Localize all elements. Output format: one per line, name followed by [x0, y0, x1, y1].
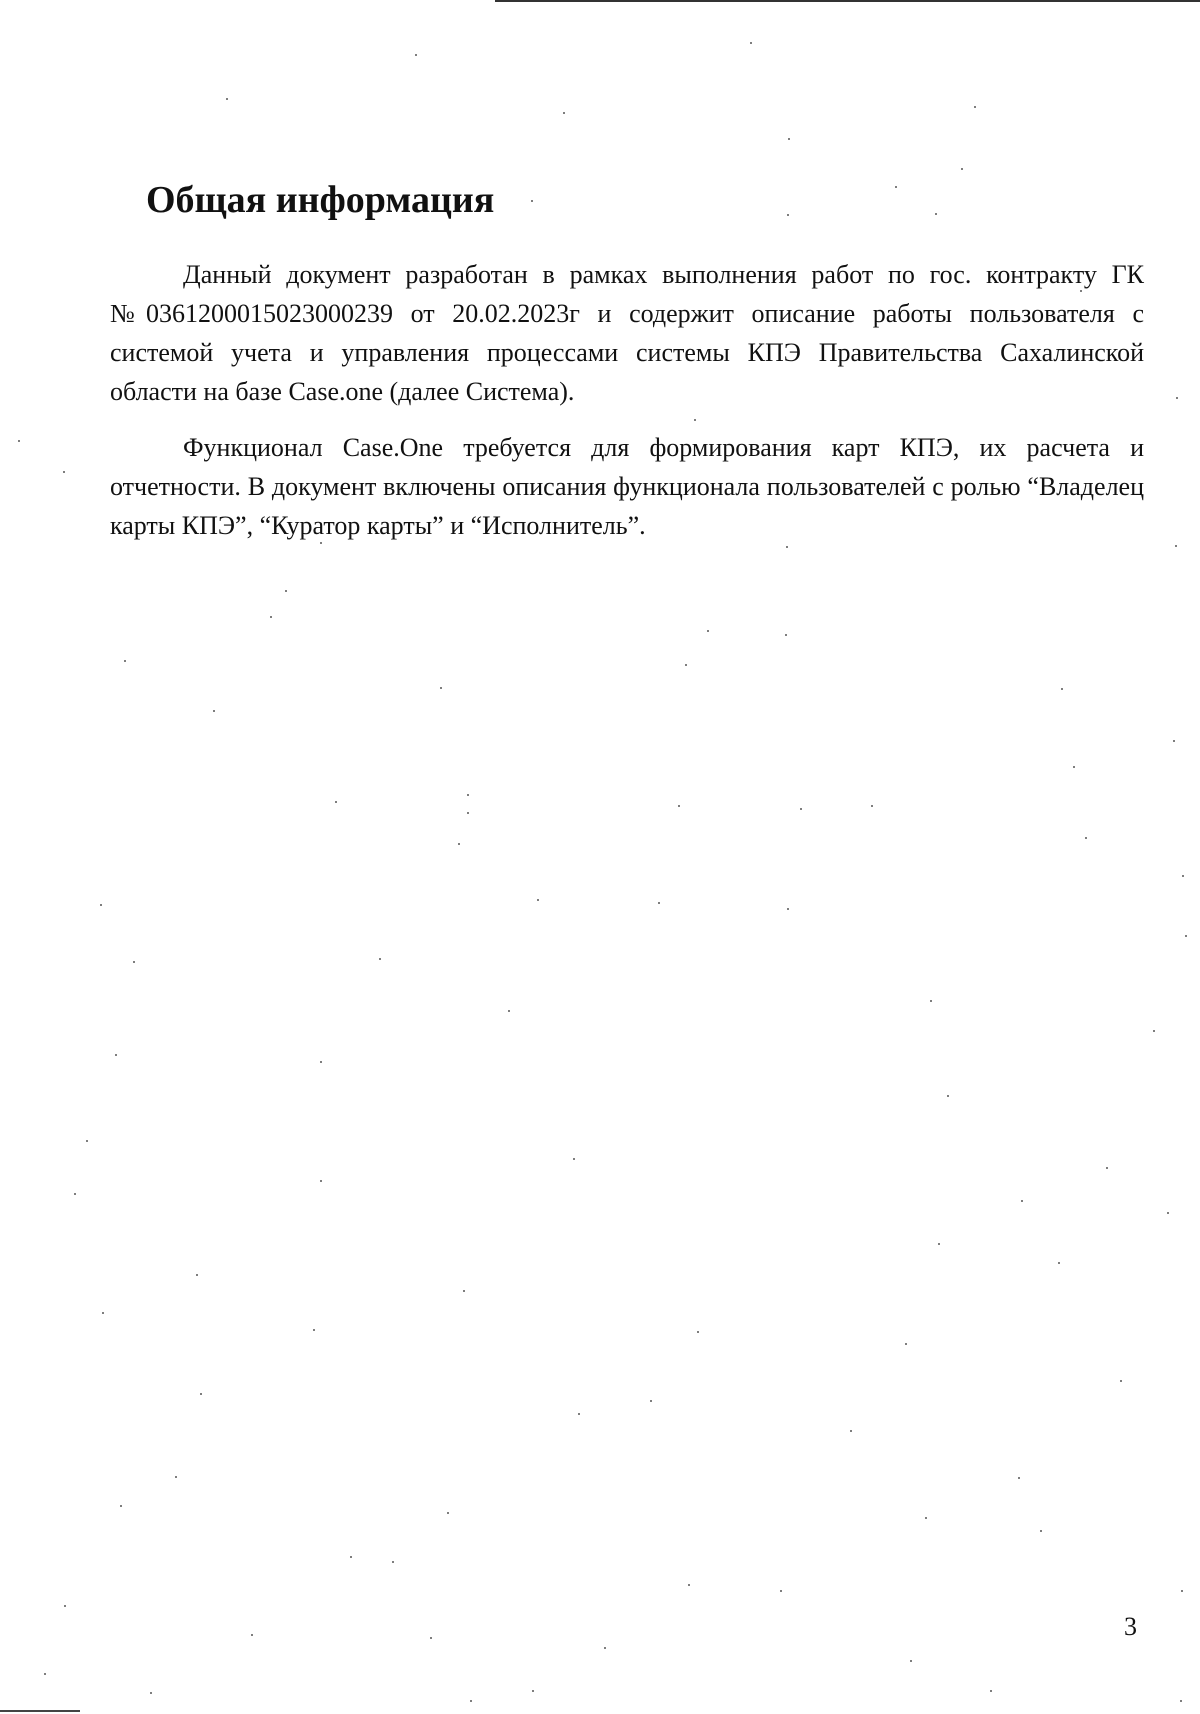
scan-speck [18, 440, 20, 442]
scan-speck [115, 1054, 117, 1056]
scan-speck [658, 902, 660, 904]
scan-speck [1080, 290, 1082, 292]
scan-speck [1167, 1212, 1169, 1214]
scan-speck [871, 805, 873, 807]
scan-speck [604, 1647, 606, 1649]
scan-speck [532, 1690, 534, 1692]
scan-speck [707, 630, 709, 632]
scan-speck [196, 1274, 198, 1276]
scan-speck [938, 1243, 940, 1245]
scan-speck [787, 908, 789, 910]
bottom-border-line [0, 1710, 80, 1712]
scan-speck [44, 1673, 46, 1675]
scan-speck [990, 1690, 992, 1692]
scan-speck [1175, 545, 1177, 547]
scan-speck [463, 1290, 465, 1292]
paragraph-intro: Данный документ разработан в рамках выполнения работ по гос. контракту ГК №0361200015023000239 от 20.02.2023г и содержит описание работы пользователя с системой учета и управления процессами системы КПЭ Правительства Сахалинской области на базе Case.one (далее Система). [110, 260, 1144, 406]
scan-speck [379, 958, 381, 960]
page-number: 3 [1124, 1612, 1137, 1641]
scan-speck [320, 542, 322, 544]
scan-speck [150, 1692, 152, 1694]
scan-speck [697, 1331, 699, 1333]
scan-speck [850, 1430, 852, 1432]
paragraph-functionality: Функционал Case.One требуется для формирования карт КПЭ, их расчета и отчетности. В документ включены описания функционала пользователей с ролью “Владелец карты КПЭ”, “Куратор карты” и “Исполнитель”. [110, 433, 1144, 540]
scan-speck [1018, 1477, 1020, 1479]
scan-speck [947, 1095, 949, 1097]
scan-speck [440, 687, 442, 689]
scan-speck [133, 961, 135, 963]
scan-speck [935, 213, 937, 215]
scan-speck [750, 42, 752, 44]
scan-speck [467, 812, 469, 814]
scan-speck [925, 1517, 927, 1519]
scan-speck [447, 1512, 449, 1514]
scan-speck [910, 1660, 912, 1662]
scan-speck [930, 1000, 932, 1002]
scan-speck [800, 808, 802, 810]
scan-speck [285, 590, 287, 592]
scan-speck [694, 419, 696, 421]
scan-speck [226, 98, 228, 100]
scan-speck [508, 1010, 510, 1012]
scan-speck [1181, 1590, 1183, 1592]
scan-speck [1120, 1380, 1122, 1382]
scan-speck [467, 794, 469, 796]
scan-speck [1182, 875, 1184, 877]
scan-speck [1106, 1167, 1108, 1169]
scan-speck [1061, 688, 1063, 690]
scan-speck [650, 1400, 652, 1402]
scan-speck [415, 54, 417, 56]
section-heading: Общая информация [146, 179, 495, 221]
top-border-line [495, 0, 1200, 2]
scan-speck [785, 634, 787, 636]
scan-speck [1153, 1030, 1155, 1032]
scan-speck [578, 1413, 580, 1415]
scan-speck [787, 214, 789, 216]
scan-speck [64, 1605, 66, 1607]
scan-speck [780, 1590, 782, 1592]
scan-speck [537, 899, 539, 901]
scan-speck [470, 1700, 472, 1702]
scan-speck [1040, 1530, 1042, 1532]
scan-speck [392, 1561, 394, 1563]
scan-speck [678, 805, 680, 807]
scan-speck [786, 546, 788, 548]
scan-speck [1073, 766, 1075, 768]
scan-speck [86, 1140, 88, 1142]
scan-speck [120, 1505, 122, 1507]
scan-speck [251, 1634, 253, 1636]
scan-speck [350, 1556, 352, 1558]
scan-speck [200, 1393, 202, 1395]
scan-speck [320, 1061, 322, 1063]
scan-speck [100, 904, 102, 906]
scan-speck [531, 200, 533, 202]
scan-speck [974, 106, 976, 108]
scan-speck [905, 1343, 907, 1345]
scan-speck [313, 1329, 315, 1331]
scan-speck [430, 1637, 432, 1639]
scan-speck [74, 1193, 76, 1195]
scan-speck [1173, 740, 1175, 742]
scan-speck [788, 138, 790, 140]
scan-speck [175, 1476, 177, 1478]
scan-speck [573, 1158, 575, 1160]
scan-speck [1185, 935, 1187, 937]
scan-speck [1058, 1262, 1060, 1264]
scan-speck [213, 710, 215, 712]
scan-speck [688, 1584, 690, 1586]
scan-speck [124, 660, 126, 662]
scan-speck [961, 168, 963, 170]
scan-speck [320, 1180, 322, 1182]
scan-speck [1180, 1700, 1182, 1702]
scan-speck [1021, 1200, 1023, 1202]
scan-speck [270, 616, 272, 618]
scan-speck [895, 186, 897, 188]
scan-speck [458, 843, 460, 845]
scan-speck [102, 1312, 104, 1314]
scan-speck [685, 664, 687, 666]
scan-speck [563, 112, 565, 114]
scan-speck [335, 801, 337, 803]
scan-speck [1176, 397, 1178, 399]
scan-speck [1085, 837, 1087, 839]
scan-speck [63, 471, 65, 473]
